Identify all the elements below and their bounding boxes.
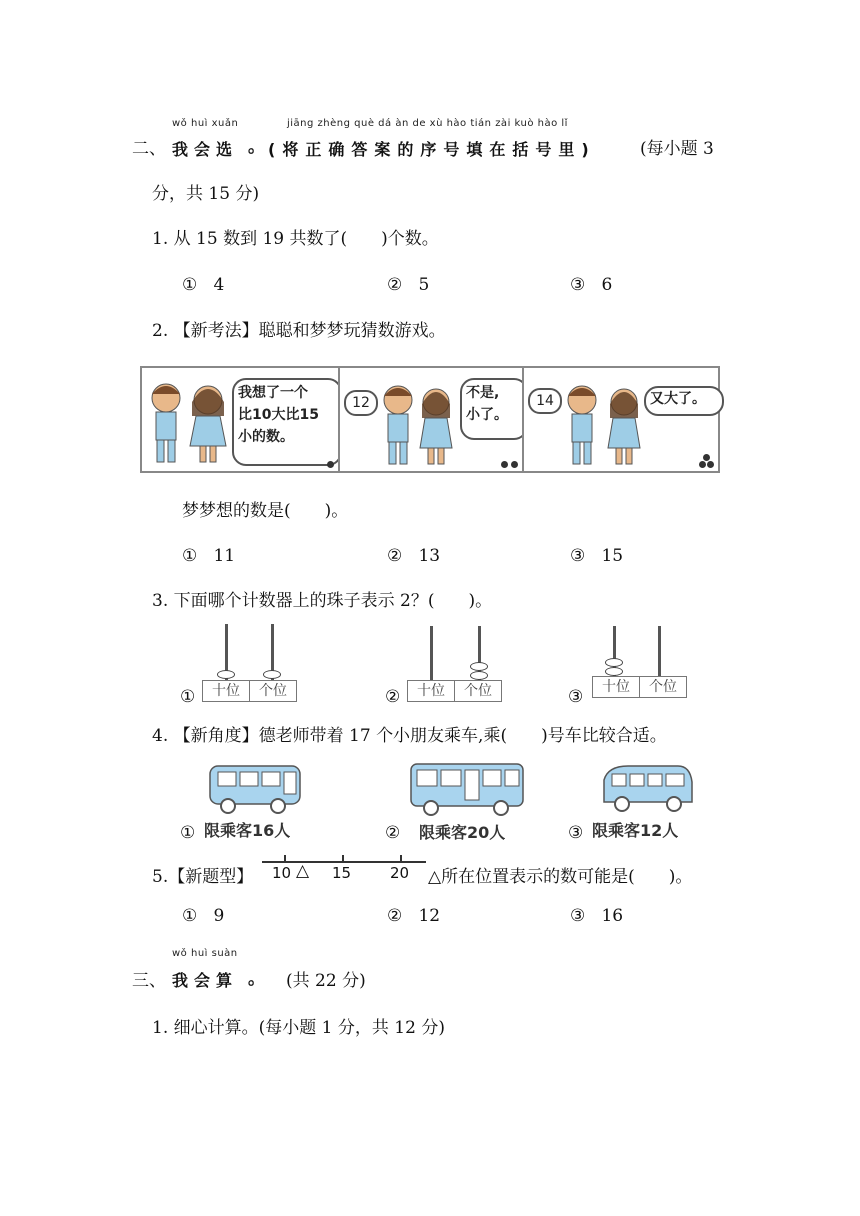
q3-stem: 3. 下面哪个计数器上的珠子表示 2？( )。 bbox=[152, 591, 493, 611]
abacus-option-3[interactable] bbox=[568, 620, 698, 710]
comic-panel-2 bbox=[338, 366, 524, 473]
section2-score-a: (每小题 3 bbox=[640, 139, 714, 159]
option-value: 12 bbox=[418, 906, 441, 926]
speech-bubble-3 bbox=[644, 386, 724, 416]
ones-label: 个位 bbox=[639, 677, 686, 697]
panel-dot-marker bbox=[703, 454, 710, 461]
q2-option-3[interactable] bbox=[570, 545, 623, 567]
section3-number: 三、 bbox=[132, 971, 166, 991]
option-mark: ① bbox=[180, 823, 196, 843]
option-value: 13 bbox=[418, 546, 441, 566]
ones-rod bbox=[658, 626, 661, 676]
comic-panel-3 bbox=[522, 366, 720, 473]
bead bbox=[605, 658, 623, 667]
q5-option-3[interactable] bbox=[570, 905, 623, 927]
section3-score: (共 22 分) bbox=[286, 971, 366, 991]
speech-line: 又大了。 bbox=[650, 391, 706, 407]
option-mark: ② bbox=[385, 687, 401, 707]
option-mark: ③ bbox=[570, 546, 586, 566]
option-mark: ① bbox=[182, 546, 198, 566]
guess-bubble-14: 14 bbox=[528, 388, 562, 414]
option-value: 6 bbox=[601, 275, 613, 295]
bus-option-1[interactable] bbox=[180, 758, 330, 848]
tens-label: 十位 bbox=[602, 679, 630, 695]
tens-rod bbox=[430, 626, 433, 680]
q5-option-1[interactable] bbox=[182, 905, 224, 927]
speech-line: 不是, bbox=[466, 385, 500, 401]
panel-dot-marker bbox=[327, 461, 334, 468]
option-mark: ③ bbox=[568, 687, 584, 707]
guess-bubble-12: 12 bbox=[344, 390, 378, 416]
triangle-marker: △ bbox=[296, 861, 310, 881]
bus-illustration bbox=[407, 760, 527, 816]
option-mark: ② bbox=[387, 906, 403, 926]
section3-dot: 。 bbox=[248, 969, 265, 989]
q1-option-1[interactable] bbox=[182, 274, 224, 296]
bead bbox=[470, 671, 488, 680]
option-mark: ③ bbox=[570, 906, 586, 926]
option-mark: ② bbox=[387, 546, 403, 566]
section2-instruction: (将正确答案的序号填在括号里) bbox=[268, 140, 596, 159]
tick-label: 20 bbox=[390, 864, 410, 882]
tick-mark bbox=[342, 855, 344, 862]
section2-score-b: 分，共 15 分) bbox=[152, 184, 260, 204]
children-illustration bbox=[144, 376, 244, 476]
q2-question: 梦梦想的数是( )。 bbox=[182, 501, 349, 521]
tick-mark bbox=[400, 855, 402, 862]
option-mark: ③ bbox=[568, 823, 584, 843]
bus-capacity-label: 限乘客12人 bbox=[592, 821, 679, 840]
bus-option-3[interactable] bbox=[568, 758, 718, 848]
option-mark: ① bbox=[182, 906, 198, 926]
q2-option-2[interactable] bbox=[387, 545, 440, 567]
q1-option-3[interactable] bbox=[570, 274, 612, 296]
tens-label: 十位 bbox=[417, 683, 445, 699]
option-mark: ② bbox=[385, 823, 401, 843]
option-value: 4 bbox=[213, 275, 225, 295]
panel-dot-marker bbox=[501, 461, 508, 468]
pinyin-wo-hui-xuan: wǒ huì xuǎn bbox=[172, 118, 239, 129]
abacus-frame bbox=[202, 680, 297, 702]
q5-prefix: 5.【新题型】 bbox=[152, 867, 254, 887]
q1-option-2[interactable] bbox=[387, 274, 429, 296]
speech-line: 比10大比15 bbox=[238, 407, 319, 423]
bus-option-2[interactable] bbox=[385, 758, 535, 848]
q5-suffix: △所在位置表示的数可能是( )。 bbox=[428, 867, 693, 887]
number-line bbox=[262, 852, 426, 886]
section3-title: 我会算 bbox=[172, 971, 239, 990]
tens-label: 十位 bbox=[212, 683, 240, 699]
section3-sub1: 1. 细心计算。(每小题 1 分，共 12 分) bbox=[152, 1018, 445, 1038]
bead bbox=[470, 662, 488, 671]
speech-line: 小的数。 bbox=[238, 429, 294, 445]
abacus-frame bbox=[592, 676, 687, 698]
option-mark: ① bbox=[182, 275, 198, 295]
q5-option-2[interactable] bbox=[387, 905, 440, 927]
ones-label: 个位 bbox=[249, 681, 296, 701]
pinyin-wo-hui-suan: wǒ huì suàn bbox=[172, 948, 238, 959]
option-value: 16 bbox=[601, 906, 624, 926]
bus-illustration bbox=[598, 760, 698, 816]
bus-illustration bbox=[206, 760, 306, 816]
bead bbox=[217, 670, 235, 679]
ones-label: 个位 bbox=[454, 681, 501, 701]
q1-stem: 1. 从 15 数到 19 共数了( )个数。 bbox=[152, 229, 439, 249]
bus-capacity-label: 限乘客16人 bbox=[204, 821, 291, 840]
abacus-option-1[interactable] bbox=[180, 620, 310, 710]
bus-capacity-label: 限乘客20人 bbox=[419, 823, 506, 842]
section2-dot: 。 bbox=[248, 137, 265, 157]
abacus-option-2[interactable] bbox=[385, 620, 515, 710]
speech-bubble-1 bbox=[232, 378, 342, 466]
pinyin-instruction: jiāng zhèng què dá àn de xù hào tián zài kuò hào lǐ bbox=[287, 118, 568, 129]
option-mark: ① bbox=[180, 687, 196, 707]
tick-label: 10 bbox=[272, 864, 292, 882]
option-value: 5 bbox=[418, 275, 430, 295]
tick-label: 15 bbox=[332, 864, 352, 882]
panel-dot-marker bbox=[707, 461, 714, 468]
option-mark: ③ bbox=[570, 275, 586, 295]
speech-line: 小了。 bbox=[466, 407, 508, 423]
q4-stem: 4. 【新角度】德老师带着 17 个小朋友乘车,乘( )号车比较合适。 bbox=[152, 726, 667, 746]
section2-title: 我会选 bbox=[172, 140, 239, 159]
speech-line: 我想了一个 bbox=[238, 385, 308, 401]
section2-number: 二、 bbox=[132, 139, 166, 159]
comic-panel-1 bbox=[140, 366, 340, 473]
q2-stem: 2. 【新考法】聪聪和梦梦玩猜数游戏。 bbox=[152, 321, 446, 341]
panel-dot-marker bbox=[699, 461, 706, 468]
bead bbox=[263, 670, 281, 679]
q2-option-1[interactable] bbox=[182, 545, 235, 567]
abacus-frame bbox=[407, 680, 502, 702]
option-value: 15 bbox=[601, 546, 624, 566]
speech-bubble-2 bbox=[460, 378, 528, 440]
option-value: 11 bbox=[213, 546, 236, 566]
panel-dot-marker bbox=[511, 461, 518, 468]
option-value: 9 bbox=[213, 906, 225, 926]
option-mark: ② bbox=[387, 275, 403, 295]
tick-mark bbox=[284, 855, 286, 862]
bead bbox=[605, 667, 623, 676]
